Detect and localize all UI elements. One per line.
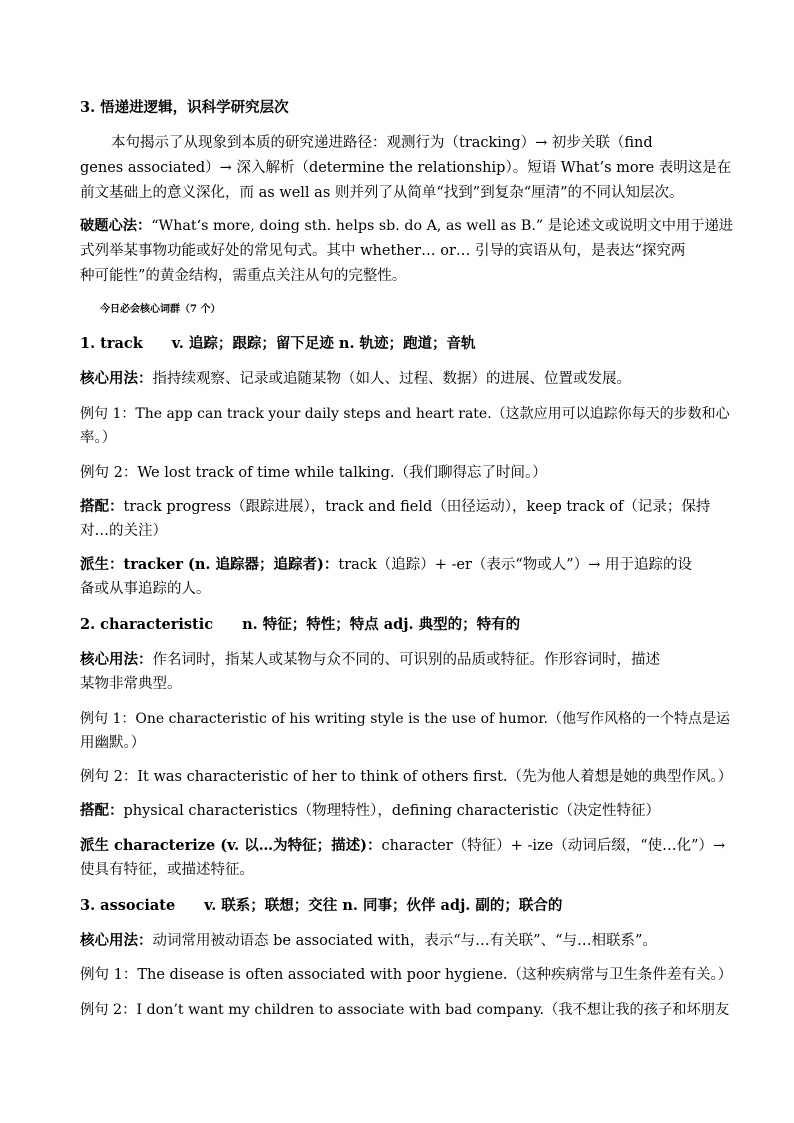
example-line: 例句 2：I don’t want my children to associate with bad company.（我不想让我的孩子和坏朋友 [80, 1002, 730, 1018]
derivation-line [80, 834, 730, 858]
collocation-line [80, 495, 730, 519]
derivation-text: character（特征）+ -ize（动词后缀，“使…化”）→ [381, 838, 726, 854]
collocation-label: 搭配： [80, 802, 124, 819]
word-headword: 1. track v. 追踪；跟踪；留下足迹 n. 轨迹；跑道；音轨 [80, 335, 476, 352]
word-headword: 3. associate v. 联系；联想；交往 n. 同事；伙伴 adj. 副的；联合的 [80, 897, 563, 914]
example-line: 例句 1：The app can track your daily steps and heart rate.（这款应用可以追踪你每天的步数和心 [80, 406, 730, 422]
example-line: 例句 2：It was characteristic of her to think of others first.（先为他人着想是她的典型作风。） [80, 769, 733, 785]
collocation-label: 搭配： [80, 498, 124, 515]
tip-label: 破题心法： [80, 218, 152, 234]
tip-line [80, 214, 733, 238]
core-text: 指持续观察、记录或追随某物（如人、过程、数据）的进展、位置或发展。 [152, 371, 631, 387]
collocation-text: track progress（跟踪进展），track and field（田径运动），keep track of（记录；保持 [123, 499, 711, 515]
collocation-text: physical characteristics（物理特性），defining characteristic（决定性特征） [123, 803, 660, 819]
example-line: 例句 2：We lost track of time while talking.（我们聊得忘了时间。） [80, 465, 547, 481]
example-line: 用幽默。） [80, 735, 146, 751]
paragraph-line: genes associated）→ 深入解析（determine the relationship）。短语 What’s more 表明这是在 [80, 160, 732, 176]
derivation-line: 使具有特征，或描述特征。 [80, 862, 254, 878]
derivation-label: 派生：tracker (n. 追踪器；追踪者)： [80, 556, 339, 573]
tip-text: “What‘s more, doing sth. helps sb. do A, as well as B.” 是论述文或说明文中用于递进 [151, 218, 733, 234]
paragraph-line: 前文基础上的意义深化，而 as well as 则并列了从简单“找到”到复杂“厘清”的不同认知层次。 [80, 185, 684, 201]
core-label: 核心用法： [80, 370, 153, 387]
word-core-usage [80, 929, 730, 953]
word-headword: 2. characteristic n. 特征；特性；特点 adj. 典型的；特有的 [80, 616, 521, 633]
core-text: 作名词时，指某人或某物与众不同的、可识别的品质或特征。作形容词时，描述 [152, 652, 660, 668]
word-core-usage [80, 367, 730, 391]
tip-line: 种可能性”的黄金结构，需重点关注从句的完整性。 [80, 268, 407, 284]
example-line: 例句 1：One characteristic of his writing style is the use of humor.（他写作风格的一个特点是运 [80, 711, 730, 727]
tip-line: 式列举某事物功能或好处的常见句式。其中 whether… or… 引导的宾语从句，是表达“探究两 [80, 243, 686, 259]
core-label: 核心用法： [80, 932, 153, 949]
core-label: 核心用法： [80, 651, 153, 668]
derivation-label: 派生 characterize (v. 以…为特征；描述)： [80, 837, 382, 854]
word-core-usage [80, 648, 730, 672]
derivation-line: 备或从事追踪的人。 [80, 581, 211, 597]
derivation-line [80, 553, 730, 577]
vocab-title: 今日必会核心词群（7 个） [100, 304, 221, 315]
collocation-line: 对…的关注） [80, 523, 167, 539]
word-core-usage: 某物非常典型。 [80, 676, 182, 692]
example-line: 率。） [80, 430, 117, 446]
section-heading: 3. 悟递进逻辑，识科学研究层次 [80, 99, 289, 116]
paragraph-line: 本句揭示了从现象到本质的研究递进路径：观测行为（tracking）→ 初步关联（find [111, 135, 653, 151]
core-text: 动词常用被动语态 be associated with，表示“与…有关联”、“与…相联系”。 [152, 933, 657, 949]
derivation-text: track（追踪）+ -er（表示“物或人”）→ 用于追踪的设 [338, 557, 692, 573]
collocation-line [80, 799, 730, 823]
example-line: 例句 1：The disease is often associated with poor hygiene.（这种疾病常与卫生条件差有关。） [80, 967, 733, 983]
